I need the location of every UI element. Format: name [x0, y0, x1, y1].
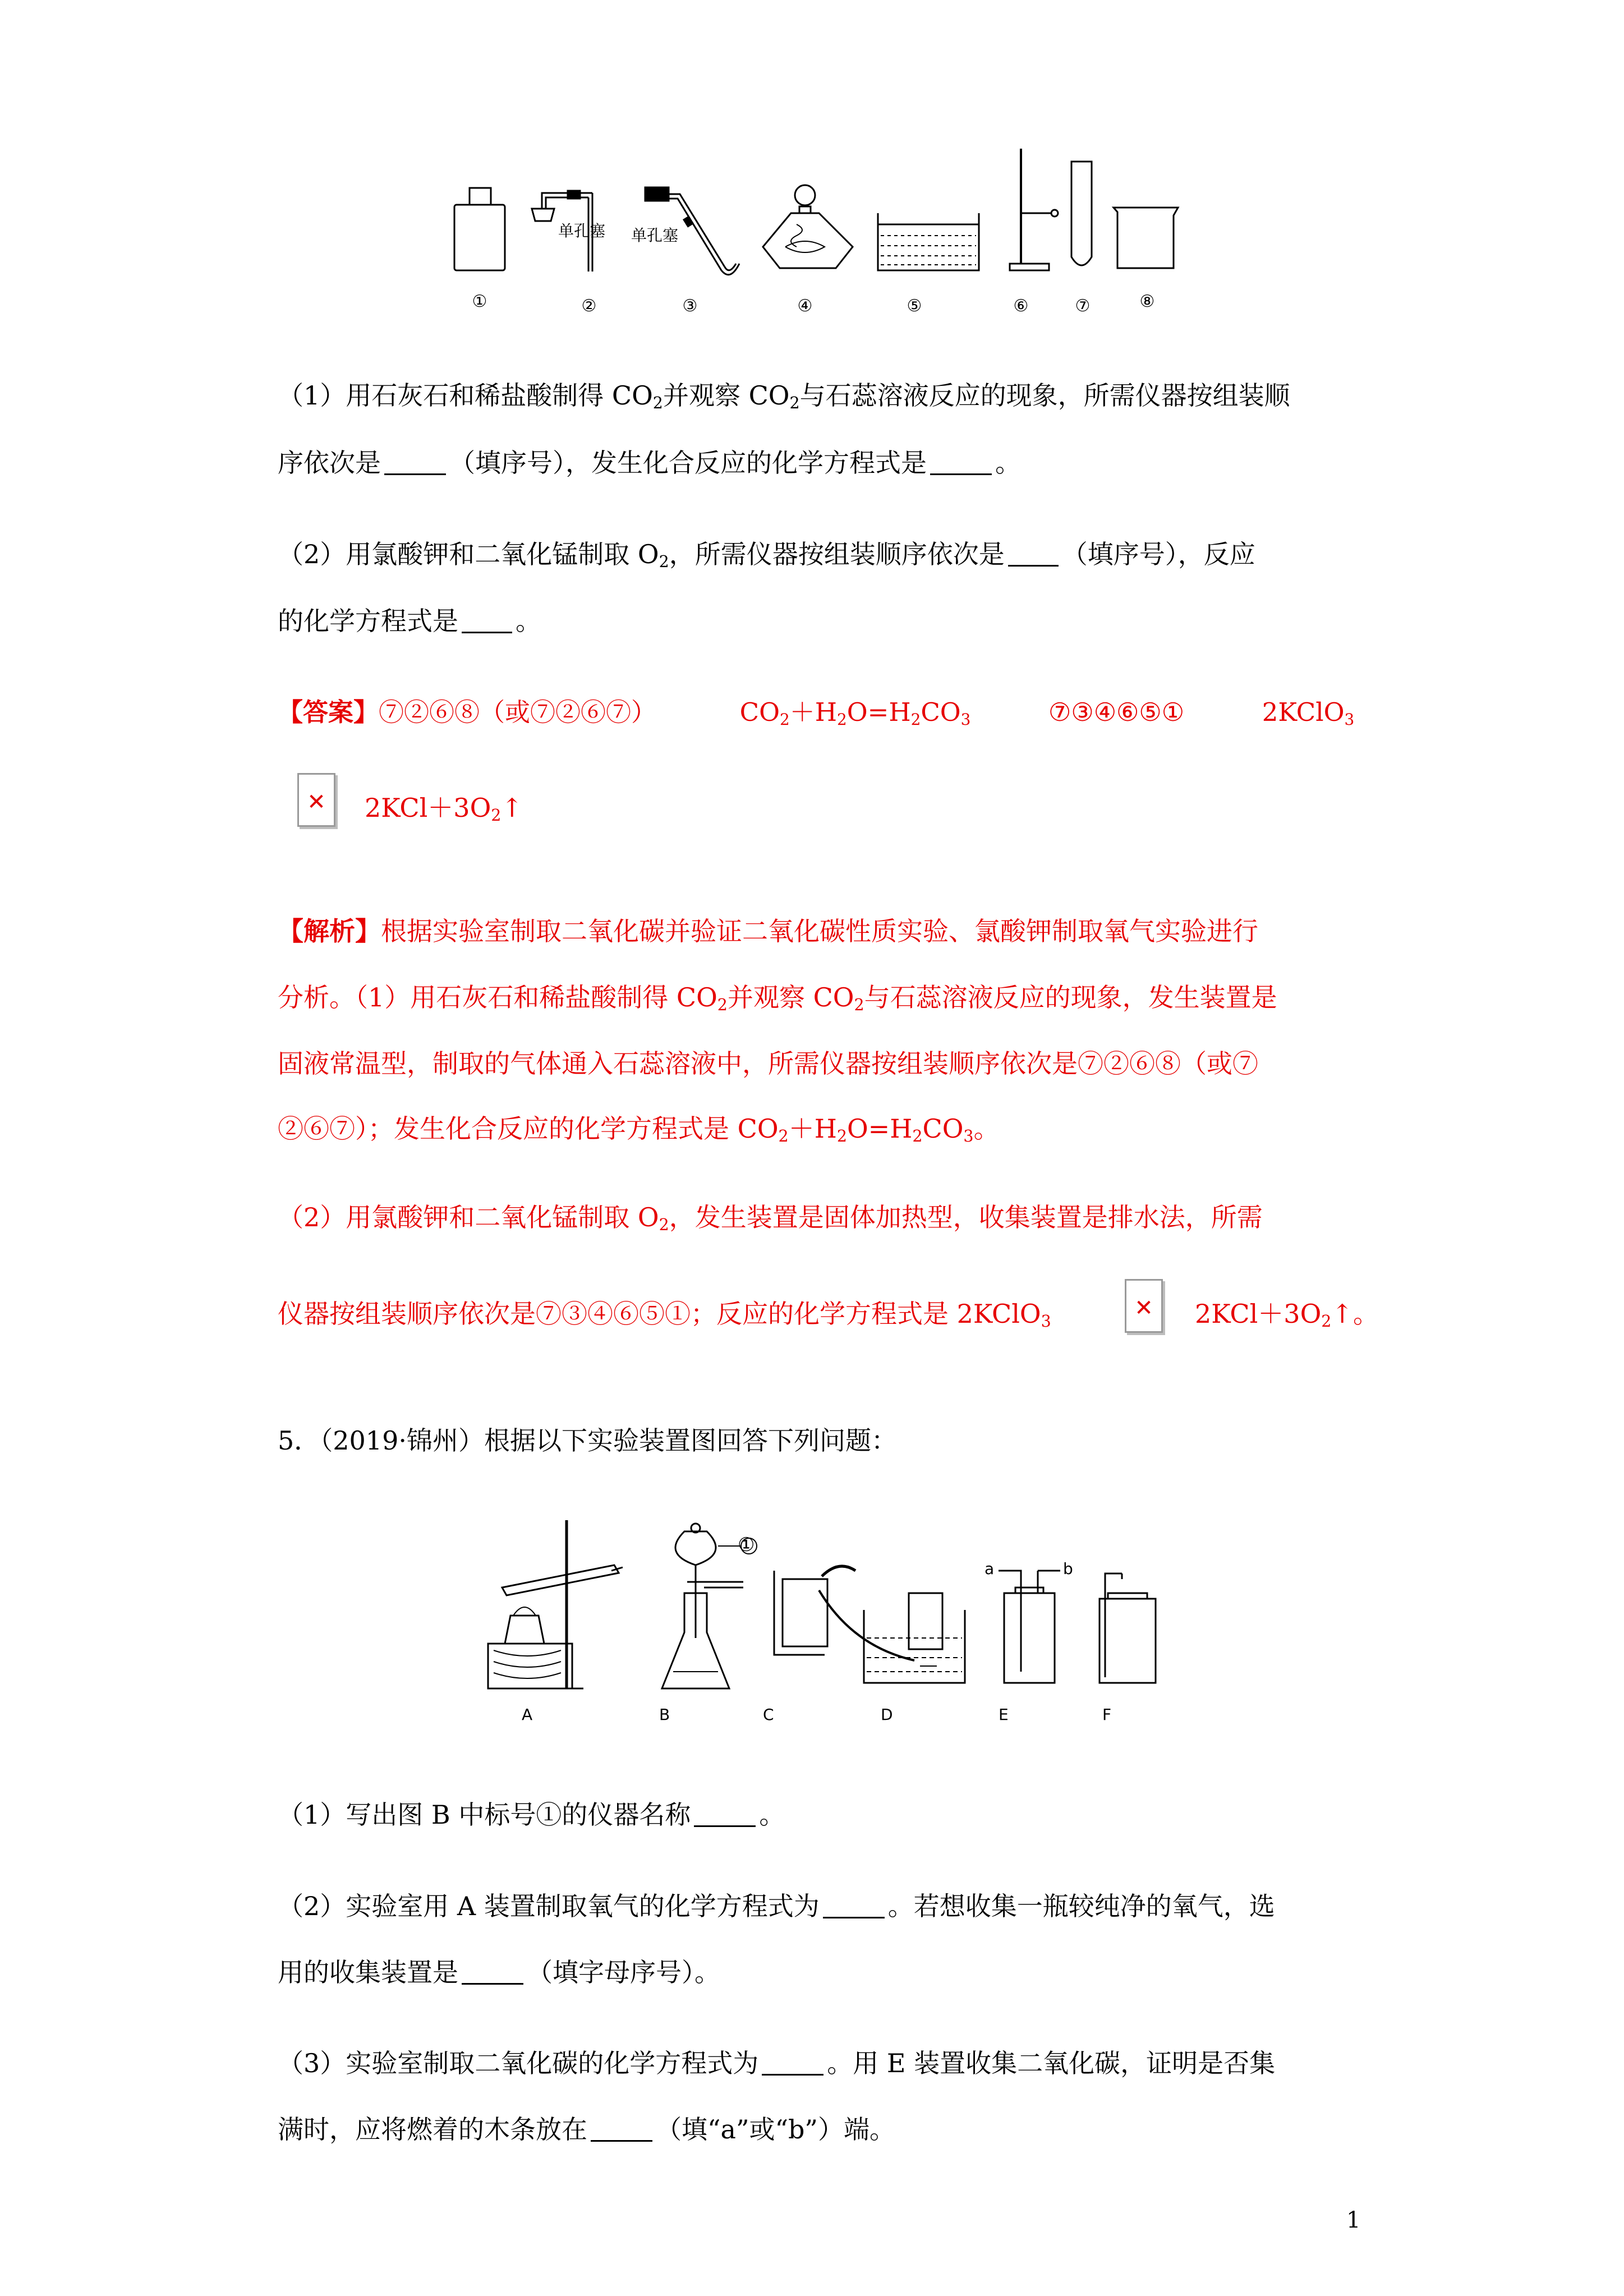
- answer-blank[interactable]: [694, 1803, 756, 1827]
- figure2-label-e: E: [999, 1705, 1009, 1724]
- beaker-icon: [1114, 208, 1178, 268]
- analysis-line-3: 固液常温型，制取的气体通入石蕊溶液中，所需仪器按组装顺序依次是⑦②⑥⑧（或⑦: [278, 1048, 1258, 1079]
- answer-blank[interactable]: [762, 2051, 823, 2076]
- analysis-line-6b: $2KCl+3O_2↑$。: [1195, 1299, 1379, 1331]
- figure2-label-a: A: [522, 1705, 533, 1724]
- answer-line: 【答案】⑦②⑥⑧（或⑦②⑥⑦） $CO_2+H_2O=H_2CO_3$ ⑦③④⑥⑤① 2KClO$_3$: [278, 697, 1355, 729]
- analysis-tag: 【解析】: [278, 916, 381, 946]
- answer-blank[interactable]: [930, 451, 992, 475]
- port-a-label: a: [984, 1559, 995, 1578]
- figure1-label-8: ⑧: [1139, 292, 1155, 311]
- figure1-label-6: ⑥: [1013, 296, 1029, 316]
- apparatus-figure-1-drawing: [438, 140, 1223, 325]
- q4-part1-line1: （1）用石灰石和稀盐酸制得 $CO_2$并观察 $CO_2$与石蕊溶液反应的现象，所需仪器按组装顺: [278, 380, 1290, 413]
- water-trough-icon: [878, 213, 979, 270]
- figure2-label-d: D: [881, 1705, 893, 1724]
- page-number: 1: [1346, 2207, 1361, 2233]
- figure2-mark-1: ①: [738, 1534, 755, 1556]
- broken-image-icon: ✕: [1125, 1279, 1163, 1333]
- apparatus-figure-2-drawing: [482, 1503, 1167, 1728]
- port-b-label: b: [1063, 1559, 1073, 1578]
- apparatus-figure-2: [482, 1503, 1167, 1728]
- q4-part2-line2: 的化学方程式是 。: [278, 606, 541, 636]
- figure1-label-3: ③: [682, 296, 698, 316]
- alcohol-lamp-icon: [763, 185, 853, 268]
- q5-title: 5．（2019·锦州）根据以下实验装置图回答下列问题：: [278, 1425, 897, 1456]
- broken-image-icon: ✕: [297, 773, 335, 827]
- q5-part3-line2: 满时，应将燃着的木条放在 （填“a”或“b”）端。: [278, 2114, 895, 2145]
- analysis-line-5: （2）用氯酸钾和二氧化锰制取 $O_2$，发生装置是固体加热型，收集装置是排水法，所需: [278, 1202, 1263, 1235]
- analysis-line-4: ②⑥⑦）；发生化合反应的化学方程式是 $CO_2+H_2O=H_2CO_3$。: [278, 1114, 1000, 1146]
- stopper-label-2: 单孔塞: [558, 222, 606, 240]
- q5-part2-line1: （2）实验室用 A 装置制取氧气的化学方程式为 。若想收集一瓶较纯净的氧气，选: [278, 1891, 1275, 1921]
- figure2-label-f: F: [1102, 1705, 1112, 1724]
- q4-part2-line1: （2）用氯酸钾和二氧化锰制取 $O_2$，所需仪器按组装顺序依次是 （填序号），反应: [278, 539, 1255, 572]
- q5-part1: （1）写出图 B 中标号①的仪器名称 。: [278, 1800, 785, 1830]
- answer-blank[interactable]: [462, 1961, 523, 1985]
- answer-blank[interactable]: [384, 451, 446, 475]
- analysis-line-2: 分析。（1）用石灰石和稀盐酸制得 $CO_2$并观察 $CO_2$与石蕊溶液反应的现象，发生装置是: [278, 982, 1277, 1015]
- apparatus-f-icon: [1099, 1573, 1156, 1683]
- answer-tag: 【答案】: [278, 697, 379, 727]
- answer-blank[interactable]: [591, 2118, 652, 2142]
- figure1-label-7: ⑦: [1075, 296, 1091, 316]
- answer-blank[interactable]: [823, 1894, 885, 1918]
- analysis-line-6a: 仪器按组装顺序依次是⑦③④⑥⑤①；反应的化学方程式是 2KClO$_3$: [278, 1299, 1051, 1331]
- q5-part2-line2: 用的收集装置是 （填字母序号）。: [278, 1957, 720, 1987]
- q4-part1-line2: 序依次是 （填序号），发生化合反应的化学方程式是 。: [278, 448, 1021, 478]
- reagent-bottle-icon: [454, 188, 505, 270]
- figure2-label-b: B: [659, 1705, 670, 1724]
- apparatus-figure-1: [438, 140, 1223, 325]
- apparatus-e-icon: [999, 1571, 1060, 1683]
- figure1-label-4: ④: [797, 296, 813, 316]
- apparatus-a-icon: [488, 1520, 623, 1688]
- figure1-label-5: ⑤: [907, 296, 922, 316]
- apparatus-d-icon: [819, 1590, 965, 1683]
- q5-part3-line1: （3）实验室制取二氧化碳的化学方程式为 。用 E 装置收集二氧化碳，证明是否集: [278, 2048, 1276, 2078]
- answer-blank[interactable]: [462, 609, 512, 633]
- analysis-line-1: 【解析】根据实验室制取二氧化碳并验证二氧化碳性质实验、氯酸钾制取氧气实验进行: [278, 916, 1258, 946]
- figure1-label-2: ②: [581, 296, 597, 316]
- figure1-label-1: ①: [472, 292, 487, 311]
- iron-stand-icon: [1010, 149, 1058, 270]
- test-tube-icon: [1071, 162, 1092, 265]
- apparatus-c-icon: [774, 1566, 855, 1655]
- figure2-label-c: C: [763, 1705, 774, 1724]
- answer-blank[interactable]: [1008, 542, 1059, 567]
- answer-equation-1: $CO_2+H_2O=H_2CO_3$: [739, 697, 971, 729]
- answer-equation-2-continued: $2KCl+3O_2↑$: [365, 793, 523, 825]
- stopper-label-3: 单孔塞: [631, 226, 679, 245]
